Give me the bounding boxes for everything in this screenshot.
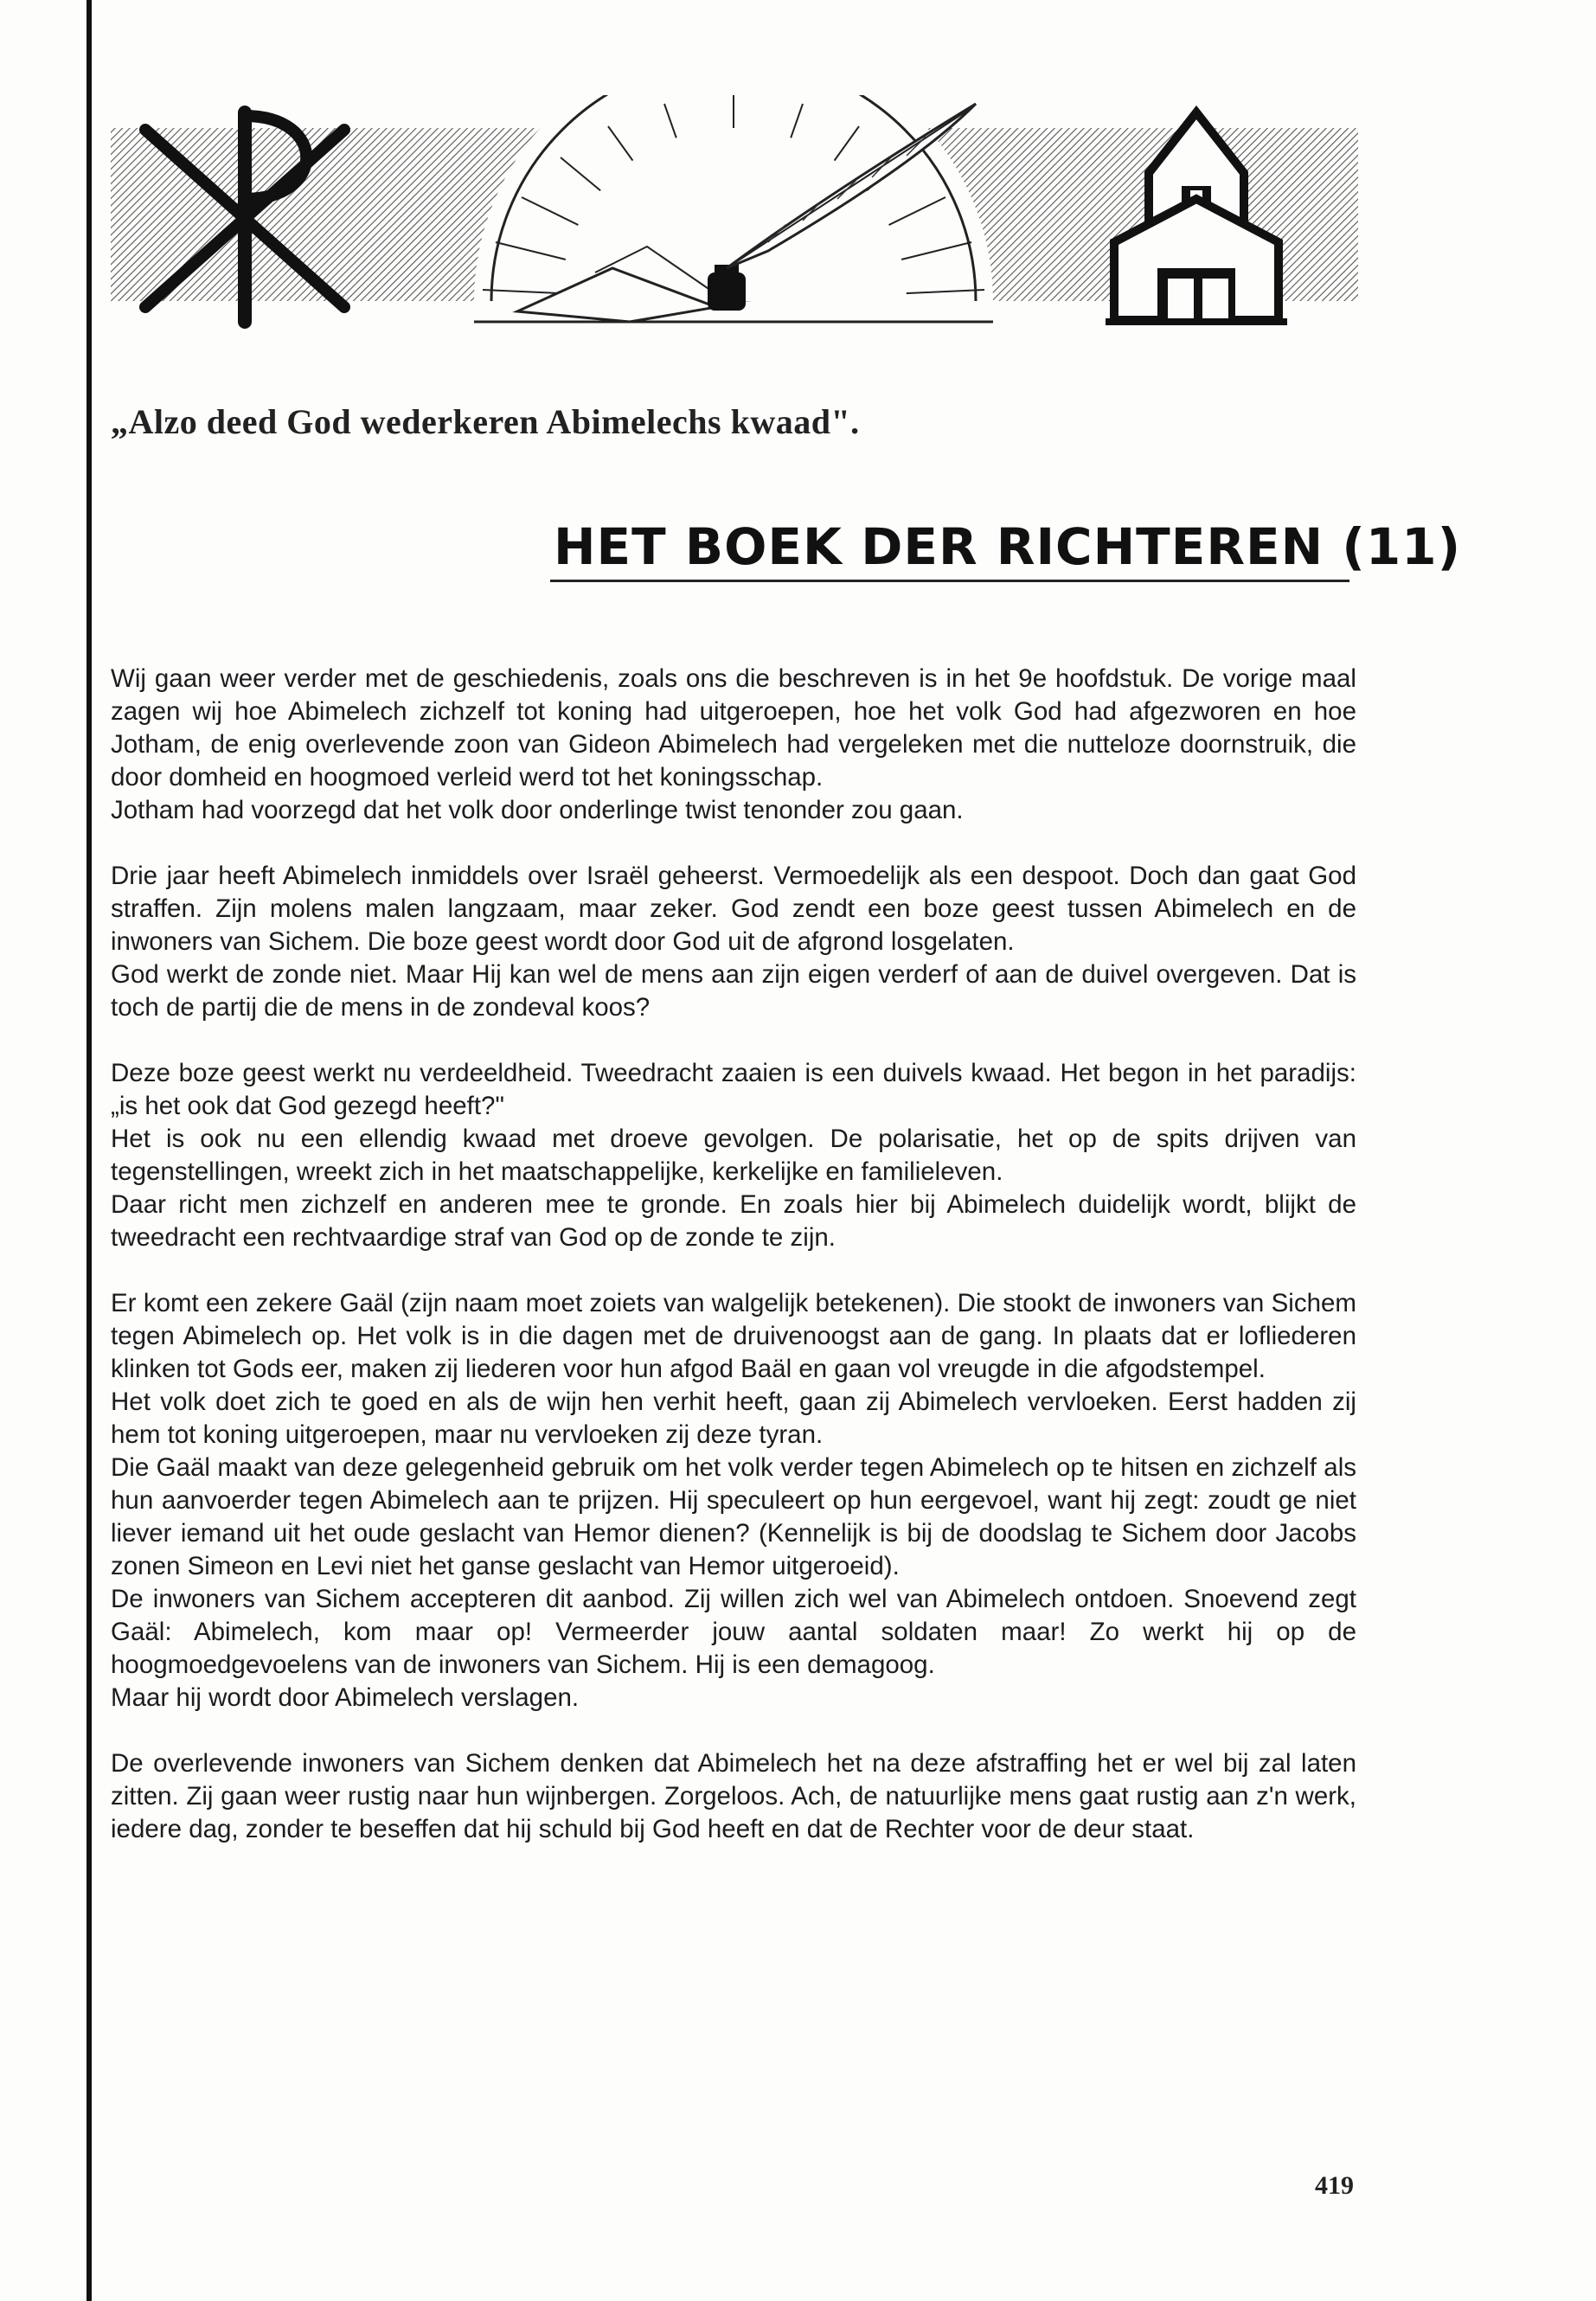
title-underline: [550, 580, 1349, 582]
paragraph: Daar richt men zichzelf en anderen mee te gronde. En zoals hier bij Abimelech duidelijk wordt, blijkt de tweedracht een rechtvaardige straf van God op de zonde te zijn.: [111, 1190, 1356, 1252]
paragraph: Drie jaar heeft Abimelech inmiddels over Israël geheerst. Vermoedelijk als een despoot. Doch dan gaat God straffen. Zijn molens malen langzaam, maar zeker. God zendt een boze geest tussen Abimelech en de inwoners van Sichem. Die boze geest wordt door God uit de afgrond losgelaten.: [111, 862, 1356, 956]
paragraph: God werkt de zonde niet. Maar Hij kan wel de mens aan zijn eigen verderf of aan de duivel overgeven. Dat is toch de partij die de mens in de zondeval koos?: [111, 960, 1356, 1022]
paragraph: Die Gaäl maakt van deze gelegenheid gebruik om het volk verder tegen Abimelech op te hitsen en zichzelf als hun aanvoerder tegen Abimelech aan te prijzen. Hij speculeert op hun eergevoel, want hij zegt: zoudt ge niet liever iemand uit het oude geslacht van Hemor dienen? (Kennelijk is bij de doodslag te Sichem door Jacobs zonen Simeon en Levi niet het ganse geslacht van Hemor uitgeroeid).: [111, 1453, 1356, 1580]
paragraph: De overlevende inwoners van Sichem denken dat Abimelech het na deze afstraffing het er wel bij zal laten zitten. Zij gaan weer rustig naar hun wijnbergen. Zorgeloos. Ach, de natuurlijke mens gaat rustig aan z'n werk, iedere dag, zonder te beseffen dat hij schuld bij God heeft en dat de Rechter voor de deur staat.: [111, 1749, 1356, 1843]
paragraph: De inwoners van Sichem accepteren dit aanbod. Zij willen zich wel van Abimelech ontdoen. Snoevend zegt Gaäl: Abimelech, kom maar op! Vermeerder jouw aantal soldaten maar! Zo werkt hij op de hoogmoedgevoelens van de inwoners van Sichem. Hij is een demagoog.: [111, 1585, 1356, 1679]
paragraph: Er komt een zekere Gaäl (zijn naam moet zoiets van walgelijk betekenen). Die stookt de inwoners van Sichem tegen Abimelech op. Het volk is in die dagen met de druivenoogst aan de gang. In plaats dat er lofliederen klinken tot Gods eer, maken zij liederen voor hun afgod Baäl en gaan vol vreugde in die afgodstempel.: [111, 1289, 1356, 1383]
header-banner: [111, 95, 1358, 329]
paragraph: Jotham had voorzegd dat het volk door onderlinge twist tenonder zou gaan.: [111, 796, 964, 824]
paragraph: Maar hij wordt door Abimelech verslagen.: [111, 1683, 580, 1712]
epigraph: „Alzo deed God wederkeren Abimelechs kwaad".: [111, 402, 860, 441]
page-number: 419: [1315, 2171, 1354, 2200]
paragraph: Het volk doet zich te goed en als de wijn hen verhit heeft, gaan zij Abimelech vervloeken. Eerst hadden zij hem tot koning uitgeroepen, maar nu vervloeken zij deze tyran.: [111, 1388, 1356, 1449]
paragraph: Het is ook nu een ellendig kwaad met droeve gevolgen. De polarisatie, het op de spits drijven van tegenstellingen, wreekt zich in het maatschappelijke, kerkelijke en familieleven.: [111, 1125, 1356, 1186]
article-title: HET BOEK DER RICHTEREN (11): [554, 517, 1462, 576]
paragraph: Wij gaan weer verder met de geschiedenis, zoals ons die beschreven is in het 9e hoofdstuk. De vorige maal zagen wij hoe Abimelech zichzelf tot koning had uitgeroepen, hoe het volk God had afgezworen en hoe Jotham, de enig overlevende zoon van Gideon Abimelech had vergeleken met die nutteloze doornstruik, die door domheid en hoogmoed verleid werd tot het koningsschap.: [111, 664, 1356, 792]
left-margin-rule: [87, 0, 92, 2301]
article-body: [111, 663, 1356, 1846]
paragraph: Deze boze geest werkt nu verdeeldheid. Tweedracht zaaien is een duivels kwaad. Het begon in het paradijs: „is het ook dat God gezegd heeft?": [111, 1059, 1356, 1120]
